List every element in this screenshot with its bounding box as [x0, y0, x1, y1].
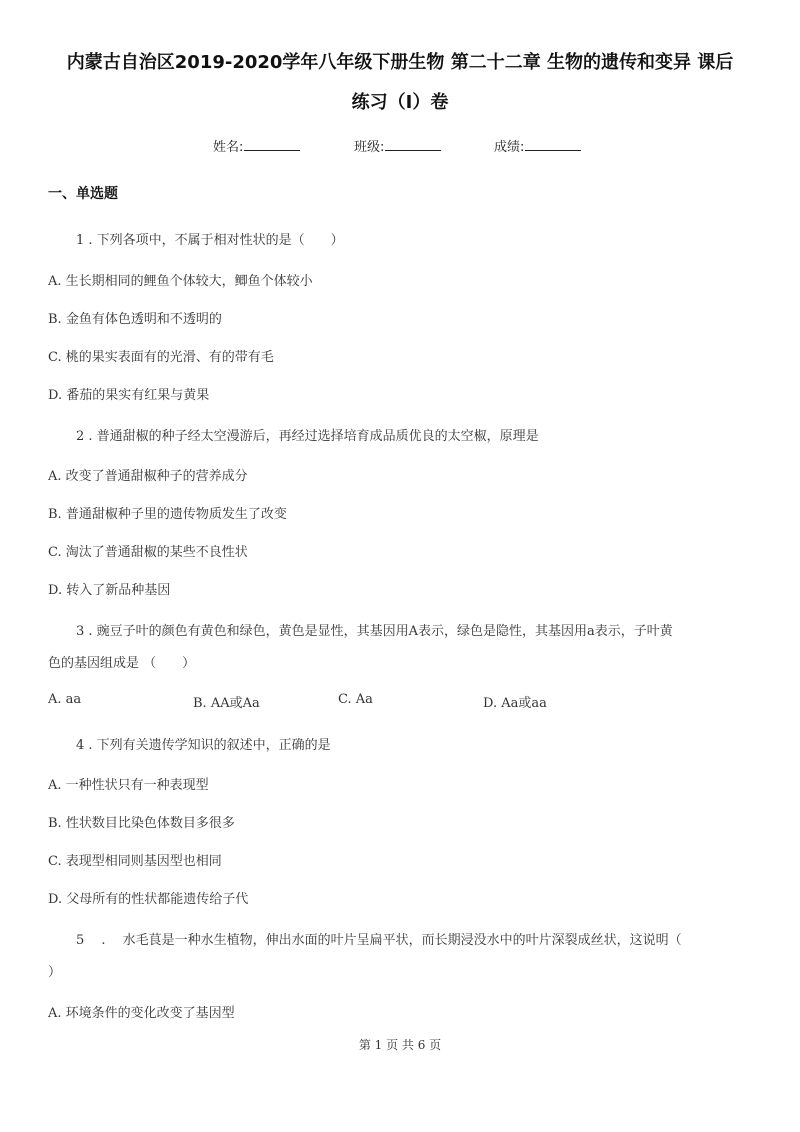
document-title-line2: 练习（I）卷: [351, 92, 449, 113]
name-label: 姓名:: [213, 140, 244, 155]
question-3-option-a: A. aa: [48, 692, 82, 707]
question-4-option-b: B. 性状数目比染色体数目多很多: [48, 816, 235, 831]
question-3-stem-line2: 色的基因组成是 （ ）: [48, 656, 196, 671]
question-1-option-c: C. 桃的果实表面有的光滑、有的带有毛: [48, 350, 274, 365]
question-5-stem-line1: 5 . 水毛茛是一种水生植物，伸出水面的叶片呈扁平状，而长期浸没水中的叶片深裂成丝状，这说明（: [76, 933, 682, 948]
document-title-line1: 内蒙古自治区2019-2020学年八年级下册生物 第二十二章 生物的遗传和变异 课后: [66, 52, 734, 73]
class-label: 班级:: [354, 140, 385, 155]
page-indicator: 第 1 页 共 6 页: [358, 1038, 442, 1052]
score-blank: [525, 138, 581, 151]
question-3-option-c: C. Aa: [338, 692, 373, 707]
question-2-option-c: C. 淘汰了普通甜椒的某些不良性状: [48, 545, 248, 560]
score-field: [494, 136, 581, 155]
question-3-option-d: D. Aa或aa: [483, 696, 547, 711]
question-5-stem-line2: ）: [48, 965, 62, 980]
question-2-option-b: B. 普通甜椒种子里的遗传物质发生了改变: [48, 507, 287, 522]
question-4-option-a: A. 一种性状只有一种表现型: [48, 778, 209, 793]
question-2-option-a: A. 改变了普通甜椒种子的营养成分: [48, 469, 248, 484]
section-heading: 一、单选题: [48, 186, 118, 202]
name-blank: [244, 138, 300, 151]
question-2-stem: 2 . 普通甜椒的种子经太空漫游后，再经过选择培育成品质优良的太空椒，原理是: [76, 429, 539, 444]
question-1-stem: 1 . 下列各项中，不属于相对性状的是（ ）: [76, 233, 344, 248]
name-field: [213, 136, 300, 155]
question-4-option-d: D. 父母所有的性状都能遗传给子代: [48, 892, 249, 907]
class-field: [354, 136, 441, 155]
question-4-stem: 4 . 下列有关遗传学知识的叙述中，正确的是: [76, 738, 331, 753]
question-3-stem-line1: 3 . 豌豆子叶的颜色有黄色和绿色，黄色是显性，其基因用A表示，绿色是隐性，其基因用a表示，子叶黄: [76, 624, 673, 639]
question-1-option-b: B. 金鱼有体色透明和不透明的: [48, 312, 222, 327]
score-label: 成绩:: [494, 140, 525, 155]
question-1-option-a: A. 生长期相同的鲤鱼个体较大，鲫鱼个体较小: [48, 274, 313, 289]
question-1-option-d: D. 番茄的果实有红果与黄果: [48, 388, 210, 403]
question-3-option-b: B. AA或Aa: [193, 696, 260, 711]
question-4-option-c: C. 表现型相同则基因型也相同: [48, 854, 222, 869]
question-2-option-d: D. 转入了新品种基因: [48, 583, 171, 598]
question-5-option-a: A. 环境条件的变化改变了基因型: [48, 1006, 235, 1021]
class-blank: [385, 138, 441, 151]
